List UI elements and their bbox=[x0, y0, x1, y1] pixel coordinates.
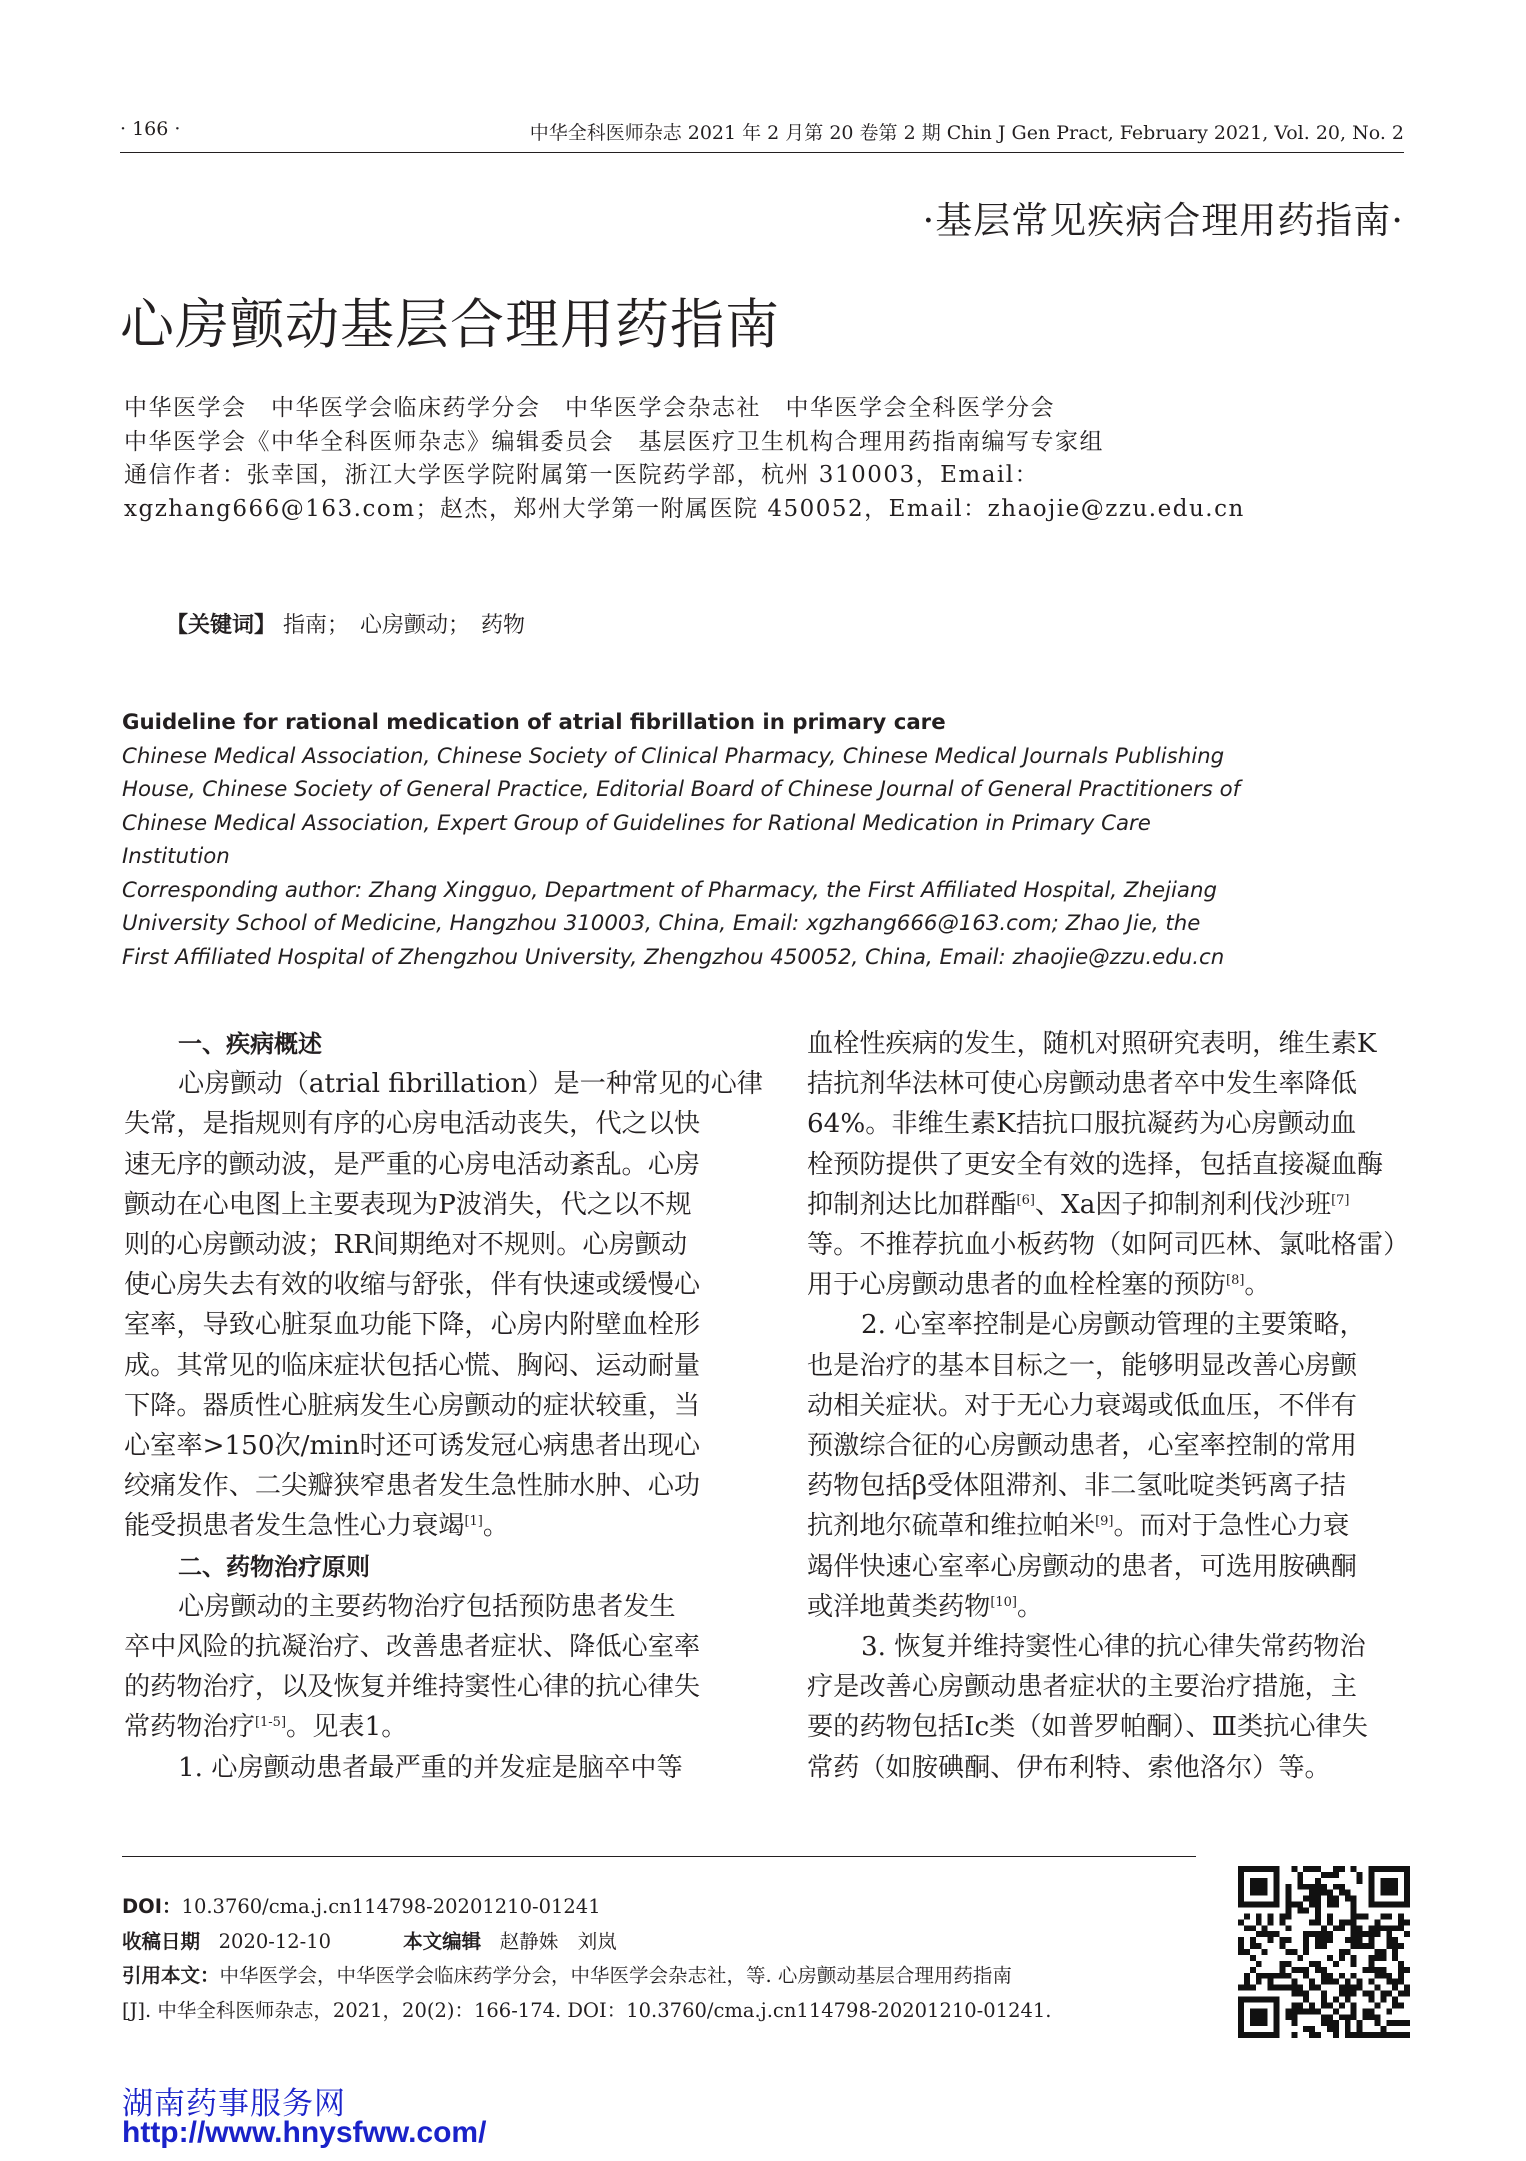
citation-ref: [1-5] bbox=[254, 1715, 287, 1731]
body-line: 成。其常见的临床症状包括心慌、胸闷、运动耐量 bbox=[124, 1350, 701, 1381]
body-line: 64%。非维生素K拮抗口服抗凝药为心房颤动血 bbox=[807, 1109, 1357, 1140]
watermark-site-name: 湖南药事服务网 bbox=[122, 2086, 346, 2122]
body-line: 要的药物包括Ⅰc类（如普罗帕酮）、Ⅲ类抗心律失 bbox=[807, 1712, 1368, 1743]
citation-ref: [1] bbox=[464, 1514, 483, 1530]
body-text: 抑制剂达比加群酯 bbox=[807, 1189, 1017, 1220]
citation-line bbox=[122, 1959, 1202, 1994]
body-line: 使心房失去有效的收缩与舒张，伴有快速或缓慢心 bbox=[124, 1270, 701, 1301]
body-line: 3. 恢复并维持窦性心律的抗心律失常药物治 bbox=[861, 1632, 1366, 1663]
body-text: 。 bbox=[1017, 1591, 1044, 1622]
citation-ref: [6] bbox=[1016, 1192, 1035, 1208]
body-line: 的药物治疗，以及恢复并维持窦性心律的抗心律失 bbox=[124, 1672, 701, 1703]
footnote-block bbox=[122, 1890, 1202, 2028]
body-line: 颤动在心电图上主要表现为P波消失，代之以不规 bbox=[124, 1189, 692, 1220]
body-text: 。见表1。 bbox=[286, 1712, 408, 1743]
doi-label: DOI： bbox=[122, 1895, 182, 1918]
cite-text: 中华医学会，中华医学会临床药学分会，中华医学会杂志社，等. 心房颤动基层合理用药指南 bbox=[219, 1964, 1012, 1987]
citation-ref: [9] bbox=[1095, 1514, 1114, 1530]
english-corresponding-line: University School of Medicine, Hangzhou 310003, China, Email: xgzhang666@163.com; Zhao Jie, the bbox=[122, 911, 1201, 936]
body-line: 也是治疗的基本目标之一，能够明显改善心房颤 bbox=[807, 1350, 1357, 1381]
citation-ref: [7] bbox=[1331, 1192, 1350, 1208]
english-corresponding-line: First Affiliated Hospital of Zhengzhou University, Zhengzhou 450052, China, Email: zhaojie@zzu.edu.cn bbox=[122, 944, 1225, 970]
body-text: 用于心房颤动患者的血栓栓塞的预防 bbox=[807, 1270, 1226, 1301]
body-line bbox=[124, 1707, 724, 1747]
editor-label: 本文编辑 bbox=[403, 1929, 482, 1953]
body-text: 。 bbox=[1244, 1270, 1271, 1301]
body-line: 常药（如胺碘酮、伊布利特、索他洛尔）等。 bbox=[807, 1752, 1331, 1783]
citation-ref: [8] bbox=[1226, 1273, 1245, 1289]
citation-line: [J]. 中华全科医师杂志，2021，20(2)：166-174. DOI：10.3760/cma.j.cn114798-20201210-01241. bbox=[122, 1998, 1052, 2022]
english-author-line: House, Chinese Society of General Practice, Editorial Board of Chinese Journal of General Practitioners of bbox=[122, 777, 1241, 802]
editor-value: 赵静姝 刘岚 bbox=[499, 1929, 617, 1953]
cite-label: 引用本文： bbox=[122, 1964, 220, 1987]
english-author-line: Institution bbox=[122, 844, 230, 869]
received-label: 收稿日期 bbox=[122, 1929, 201, 1953]
corresponding-author-line: xgzhang666@163.com；赵杰，郑州大学第一附属医院 450052，Email：zhaojie@zzu.edu.cn bbox=[124, 495, 1245, 522]
body-line: 失常，是指规则有序的心房电活动丧失，代之以快 bbox=[124, 1109, 701, 1140]
body-column-left bbox=[124, 1024, 763, 1788]
article-title: 心房颤动基层合理用药指南 bbox=[120, 293, 780, 356]
english-author-line: Chinese Medical Association, Expert Group of Guidelines for Rational Medication in Primary Care bbox=[122, 810, 1151, 836]
english-title: Guideline for rational medication of atrial fibrillation in primary care bbox=[122, 710, 946, 735]
footnote-divider bbox=[122, 1856, 1196, 1857]
body-text: 。 bbox=[482, 1511, 510, 1542]
body-line: 速无序的颤动波，是严重的心房电活动紊乱。心房 bbox=[124, 1149, 701, 1180]
doi-line bbox=[122, 1890, 1202, 1925]
body-line: 血栓性疾病的发生，随机对照研究表明，维生素K bbox=[807, 1029, 1377, 1059]
english-abstract-block bbox=[122, 706, 1262, 974]
body-line: 竭伴快速心室率心房颤动的患者，可选用胺碘酮 bbox=[807, 1551, 1357, 1582]
body-line bbox=[807, 1587, 1407, 1627]
body-line: 心室率>150次/min时还可诱发冠心病患者出现心 bbox=[124, 1431, 701, 1462]
page-number: · 166 · bbox=[120, 118, 181, 140]
received-line bbox=[122, 1925, 1202, 1960]
author-line: 中华医学会《中华全科医师杂志》编辑委员会 基层医疗卫生机构合理用药指南编写专家组 bbox=[124, 428, 1104, 455]
corresponding-author-line: 通信作者：张幸国，浙江大学医学院附属第一医院药学部，杭州 310003，Email： bbox=[124, 462, 1040, 488]
body-text: 或洋地黄类药物 bbox=[807, 1591, 991, 1622]
english-author-line: Chinese Medical Association, Chinese Society of Clinical Pharmacy, Chinese Medical Journals Publishing bbox=[122, 743, 1225, 769]
section-heading: 一、疾病概述 bbox=[178, 1030, 322, 1058]
body-line: 疗是改善心房颤动患者症状的主要治疗措施，主 bbox=[807, 1672, 1357, 1703]
header-divider bbox=[120, 152, 1404, 153]
english-corresponding-line: Corresponding author: Zhang Xingguo, Department of Pharmacy, the First Affiliated Hospital, Zhejiang bbox=[122, 877, 1217, 903]
body-line: 栓预防提供了更安全有效的选择，包括直接凝血酶 bbox=[807, 1149, 1384, 1180]
column-title: ·基层常见疾病合理用药指南· bbox=[922, 199, 1404, 242]
author-line: 中华医学会 中华医学会临床药学分会 中华医学会杂志社 中华医学会全科医学分会 bbox=[124, 395, 1055, 421]
body-line bbox=[807, 1185, 1407, 1225]
body-line bbox=[807, 1506, 1407, 1546]
body-line: 等。不推荐抗血小板药物（如阿司匹林、氯吡格雷） bbox=[807, 1230, 1410, 1261]
watermark-url[interactable]: http://www.hnysfww.com/ bbox=[122, 2116, 487, 2149]
body-line: 室率，导致心脏泵血功能下降，心房内附壁血栓形 bbox=[124, 1310, 701, 1341]
body-line bbox=[124, 1506, 724, 1546]
body-line: 2. 心室率控制是心房颤动管理的主要策略， bbox=[861, 1310, 1366, 1341]
body-line: 心房颤动（atrial fibrillation）是一种常见的心律 bbox=[178, 1069, 763, 1100]
keywords-items: 指南； 心房颤动； 药物 bbox=[283, 613, 526, 638]
journal-header: 中华全科医师杂志 2021 年 2 月第 20 卷第 2 期 Chin J Gen Pract, February 2021, Vol. 20, No. 2 bbox=[529, 122, 1404, 144]
section-heading: 二、药物治疗原则 bbox=[178, 1552, 370, 1581]
body-text: 常药物治疗 bbox=[124, 1712, 255, 1743]
body-line bbox=[807, 1265, 1407, 1305]
body-line: 拮抗剂华法林可使心房颤动患者卒中发生率降低 bbox=[807, 1069, 1357, 1100]
body-line: 1. 心房颤动患者最严重的并发症是脑卒中等 bbox=[178, 1752, 683, 1783]
body-line: 预激综合征的心房颤动患者，心室率控制的常用 bbox=[807, 1431, 1357, 1462]
author-block bbox=[124, 392, 1424, 526]
body-line: 药物包括β受体阻滞剂、非二氢吡啶类钙离子拮 bbox=[807, 1471, 1346, 1502]
doi-value: 10.3760/cma.j.cn114798-20201210-01241 bbox=[181, 1895, 601, 1918]
body-text: 、Ⅹa因子抑制剂利伐沙班 bbox=[1034, 1189, 1332, 1220]
body-line: 绞痛发作、二尖瓣狭窄患者发生急性肺水肿、心功 bbox=[124, 1471, 701, 1502]
body-text: 抗剂地尔硫䓬和维拉帕米 bbox=[807, 1511, 1096, 1542]
keywords-label: 【关键词】 bbox=[166, 613, 277, 638]
body-line: 下降。器质性心脏病发生心房颤动的症状较重，当 bbox=[124, 1390, 701, 1421]
received-value: 2020-12-10 bbox=[218, 1929, 332, 1953]
keywords bbox=[166, 608, 525, 639]
citation-ref: [10] bbox=[990, 1594, 1017, 1610]
body-line: 则的心房颤动波；RR间期绝对不规则。心房颤动 bbox=[124, 1230, 688, 1261]
body-column-right bbox=[807, 1024, 1410, 1788]
qr-code bbox=[1238, 1866, 1410, 2038]
body-text: 。而对于急性心力衰 bbox=[1113, 1511, 1350, 1542]
body-text: 能受损患者发生急性心力衰竭 bbox=[124, 1511, 465, 1542]
body-line: 心房颤动的主要药物治疗包括预防患者发生 bbox=[178, 1591, 676, 1622]
body-line: 卒中风险的抗凝治疗、改善患者症状、降低心室率 bbox=[124, 1632, 701, 1663]
body-line: 动相关症状。对于无心力衰竭或低血压，不伴有 bbox=[807, 1390, 1357, 1421]
